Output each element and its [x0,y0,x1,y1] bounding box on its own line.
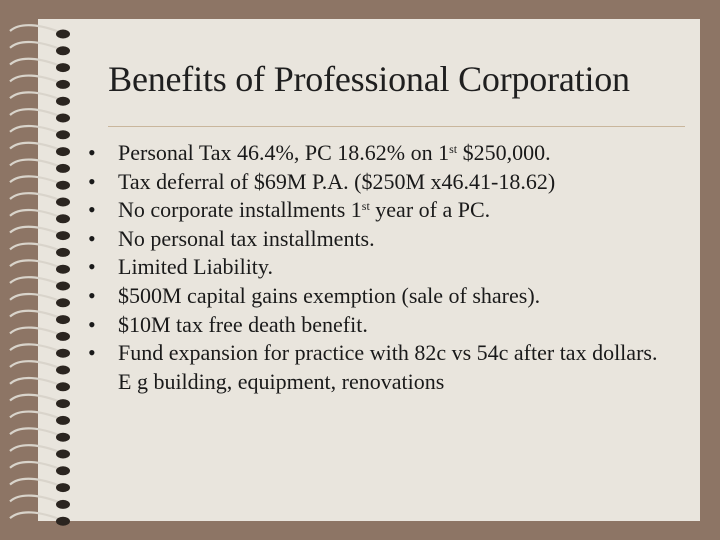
spiral-ring [10,328,62,336]
binding-hole [56,332,70,341]
binding-hole [56,46,70,55]
bullet-dot: • [88,340,96,366]
bullet-dot: • [88,140,96,165]
spiral-ring [10,512,62,520]
bullet-dot: • [88,168,96,194]
binding-hole [56,450,70,459]
spiral-ring [10,294,62,302]
spiral-ring [10,412,62,420]
bullet-item: • Personal Tax 46.4%, PC 18.62% on 1st $250,000. [88,139,668,168]
bullet-item: • No personal tax installments. [88,225,668,254]
bullet-dot: • [88,197,96,223]
spiral-ring [10,277,62,285]
binding-hole [56,500,70,509]
binding-hole [56,483,70,492]
spiral-ring [10,126,62,134]
title-divider [108,126,685,127]
spiral-ring [10,227,62,235]
binding-hole [56,382,70,391]
binding-hole [56,214,70,223]
bullet-item: • Tax deferral of $69M P.A. ($250M x46.41-18.62) [88,168,668,197]
bullet-item: • Limited Liability. [88,253,668,282]
bullet-item: • Fund expansion for practice with 82c vs 54c after tax dollars. E g building, equipment, renovations [88,340,658,394]
binding-hole [56,30,70,39]
binding-hole [56,282,70,291]
binding-hole [56,433,70,442]
spiral-ring [10,260,62,268]
bullet-list [88,139,668,396]
spiral-ring [10,25,62,33]
binding-hole [56,349,70,358]
spiral-ring [10,395,62,403]
binding-hole [56,130,70,139]
binding-hole [56,164,70,173]
spiral-ring [10,361,62,369]
spiral-ring [10,244,62,252]
spiral-ring [10,210,62,218]
spiral-ring [10,378,62,386]
spiral-ring [10,143,62,151]
binding-hole [56,265,70,274]
binding-hole [56,298,70,307]
binding-hole [56,147,70,156]
spiral-ring [10,193,62,201]
bullet-dot: • [88,254,96,280]
binding-hole [56,198,70,207]
bullet-item: • No corporate installments 1st year of a PC. [88,196,668,225]
binding-hole [56,248,70,257]
spiral-ring [10,445,62,453]
binding-hole [56,366,70,375]
binding-hole [56,399,70,408]
spiral-ring [10,311,62,319]
binding-hole [56,517,70,526]
binding-hole [56,181,70,190]
bullet-dot: • [88,225,96,251]
spiral-ring [10,462,62,470]
slide-title: Benefits of Professional Corporation [108,59,630,99]
spiral-ring [10,160,62,168]
binding-hole [56,231,70,240]
bullet-dot: • [88,311,96,337]
bullet-item: • $500M capital gains exemption (sale of shares). [88,282,668,311]
binding-hole [56,114,70,123]
binding-hole [56,315,70,324]
bullet-item: • $10M tax free death benefit. [88,311,668,340]
spiral-ring [10,428,62,436]
spiral-ring [10,42,62,50]
spiral-ring [10,109,62,117]
binding-hole [56,466,70,475]
spiral-ring [10,479,62,487]
spiral-ring [10,496,62,504]
spiral-ring [10,176,62,184]
bullet-dot: • [88,282,96,308]
binding-hole [56,416,70,425]
spiral-ring [10,344,62,352]
